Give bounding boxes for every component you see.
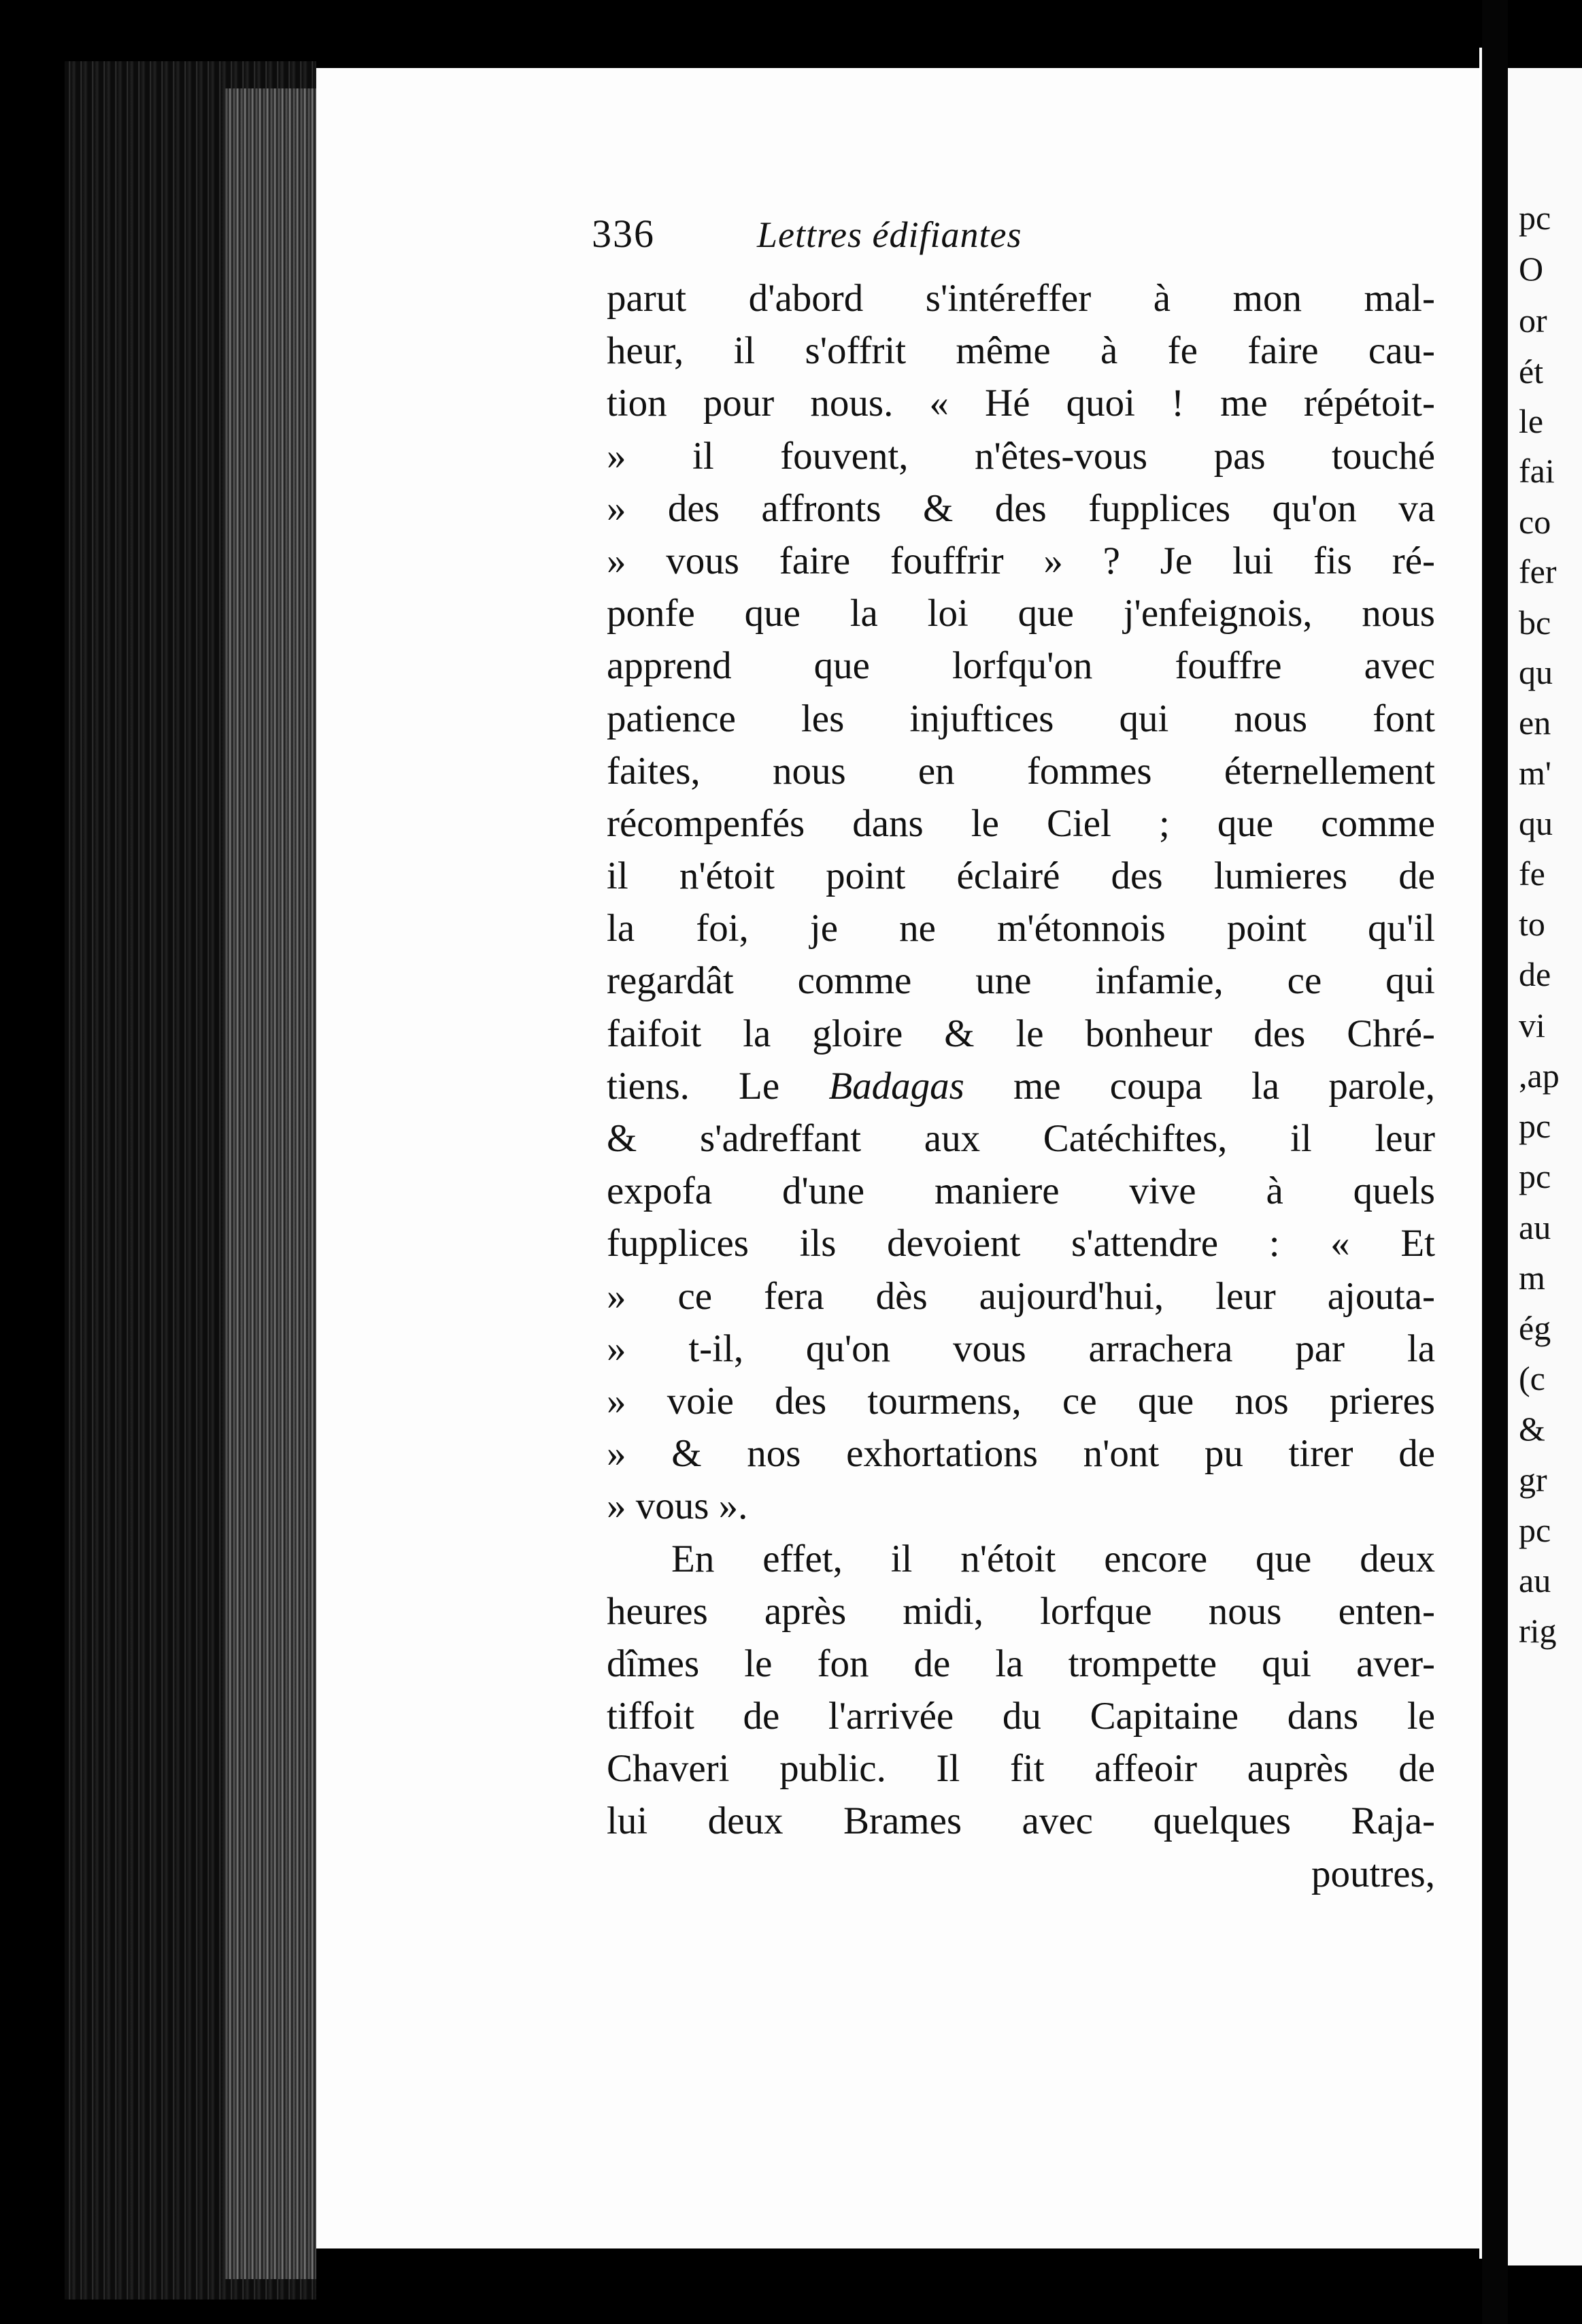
facing-page-line: le: [1519, 402, 1544, 440]
facing-page-line: &: [1519, 1410, 1545, 1448]
facing-page-line: fai: [1519, 452, 1555, 490]
facing-page-line: au: [1519, 1561, 1551, 1599]
facing-page-line: en: [1519, 703, 1551, 742]
text-line: il n'étoit point éclairé des lumieres de: [607, 854, 1435, 898]
running-title: Lettres édifiantes: [757, 214, 1022, 255]
facing-page-line: m: [1519, 1259, 1545, 1297]
facing-page-line: (c: [1519, 1359, 1545, 1397]
facing-page-line: qu: [1519, 804, 1553, 842]
facing-page-line: pc: [1519, 1157, 1551, 1195]
text-line: récompenfés dans le Ciel ; que comme: [607, 801, 1435, 845]
facing-page-line: fer: [1519, 552, 1557, 591]
facing-page-line: gr: [1519, 1461, 1547, 1499]
text-line: dîmes le fon de la trompette qui aver-: [607, 1642, 1435, 1685]
text-line: » t-il, qu'on vous arrachera par la: [607, 1327, 1435, 1370]
facing-page-line: pc: [1519, 199, 1551, 237]
text-line: faifoit la gloire & le bonheur des Chré-: [607, 1012, 1435, 1055]
text-line: En effet, il n'étoit encore que deux: [671, 1537, 1435, 1580]
text-line: fupplices ils devoient s'attendre : « Et: [607, 1222, 1435, 1265]
facing-page-line: fe: [1519, 854, 1545, 893]
text-line: & s'adreffant aux Catéchiftes, il leur: [607, 1117, 1435, 1160]
facing-page-line: de: [1519, 955, 1551, 993]
running-header: [592, 211, 1022, 265]
facing-page-line: ét: [1519, 352, 1544, 391]
facing-page-line: to: [1519, 905, 1545, 943]
text-line: » ce fera dès aujourd'hui, leur ajouta-: [607, 1274, 1435, 1318]
text-line: » il fouvent, n'êtes-vous pas touché: [607, 434, 1435, 478]
text-line: expofa d'une maniere vive à quels: [607, 1169, 1435, 1213]
body-text: [607, 272, 1435, 1900]
facing-page-line: m': [1519, 754, 1551, 792]
text-line: apprend que lorfqu'on fouffre avec: [607, 644, 1435, 688]
facing-page-line: qu: [1519, 653, 1553, 691]
text-line: tion pour nous. « Hé quoi ! me répétoit-: [607, 382, 1435, 425]
facing-page-line: or: [1519, 301, 1547, 339]
text-line: » des affronts & des fupplices qu'on va: [607, 486, 1435, 530]
book-gutter: [1482, 0, 1508, 2324]
text-line: regardât comme une infamie, ce qui: [607, 959, 1435, 1003]
facing-page-line: ,ap: [1519, 1057, 1560, 1095]
facing-page-line: vi: [1519, 1006, 1545, 1044]
text-line: faites, nous en fommes éternellement: [607, 749, 1435, 793]
text-line: patience les injuftices qui nous font: [607, 697, 1435, 740]
text-line: parut d'abord s'intéreffer à mon mal-: [607, 277, 1435, 320]
text-line: tiens. Le Badagas me coupa la parole,: [607, 1064, 1435, 1108]
text-line: » vous faire fouffrir » ? Je lui fis ré-: [607, 539, 1435, 582]
text-line: heur, il s'offrit même à fe faire cau-: [607, 329, 1435, 373]
text-line: lui deux Brames avec quelques Raja-: [607, 1799, 1435, 1843]
page-number: 336: [592, 212, 655, 256]
text-line: » voie des tourmens, ce que nos prieres: [607, 1379, 1435, 1423]
facing-page-line: bc: [1519, 603, 1551, 642]
text-line: heures après midi, lorfque nous enten-: [607, 1589, 1435, 1633]
facing-page-line: pc: [1519, 1107, 1551, 1145]
text-line: ponfe que la loi que j'enfeignois, nous: [607, 592, 1435, 635]
facing-page-line: rig: [1519, 1612, 1557, 1650]
text-line: » & nos exhortations n'ont pu tirer de: [607, 1432, 1435, 1476]
facing-page-line: co: [1519, 503, 1551, 541]
book-page-edges-highlight: [224, 88, 316, 2279]
catchword: poutres,: [1311, 1852, 1435, 1895]
facing-page-line: pc: [1519, 1511, 1551, 1549]
facing-page-line: au: [1519, 1208, 1551, 1246]
text-line: Chaveri public. Il fit affeoir auprès de: [607, 1747, 1435, 1791]
text-line: » vous ».: [607, 1484, 748, 1528]
italic-name: Badagas: [828, 1064, 964, 1108]
facing-page-line: ég: [1519, 1309, 1551, 1347]
text-line: tiffoit de l'arrivée du Capitaine dans le: [607, 1695, 1435, 1738]
facing-page: [1508, 68, 1582, 2265]
text-line: la foi, je ne m'étonnois point qu'il: [607, 907, 1435, 950]
facing-page-line: O: [1519, 250, 1544, 288]
